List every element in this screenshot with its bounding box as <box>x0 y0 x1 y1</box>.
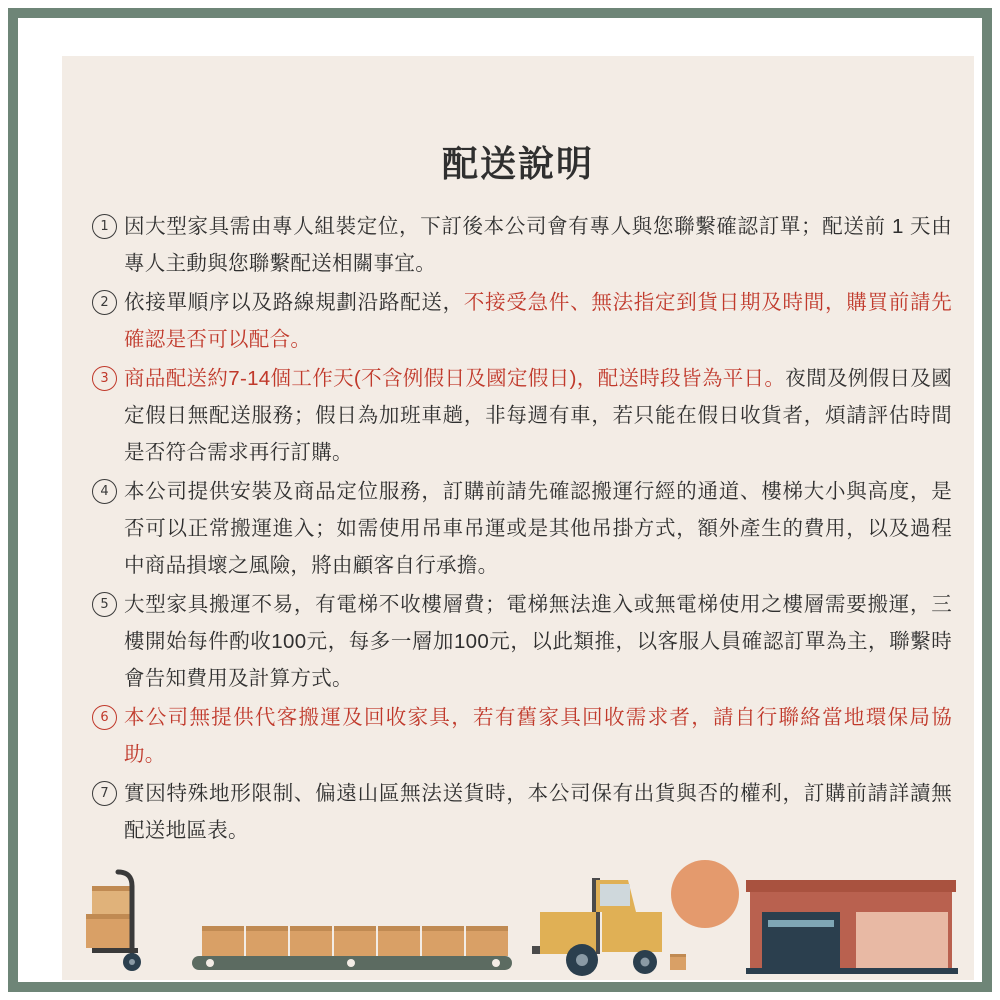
list-item-text <box>124 208 952 282</box>
page-title: 配送說明 <box>441 143 594 184</box>
logistics-illustration <box>62 850 974 980</box>
list-item <box>92 208 952 282</box>
list-item-text <box>124 775 952 849</box>
text-segment: 依接單順序以及路線規劃沿路配送， <box>124 291 464 314</box>
text-segment: 本公司提供安裝及商品定位服務，訂購前請先確認搬運行經的通道、樓梯大小與高度，是否可以正常搬運進入；如需使用吊車吊運或是其他吊掛方式，額外產生的費用，以及過程中商品損壞之風險，將由顧客自行承擔。 <box>124 480 952 577</box>
box-row <box>202 926 508 956</box>
warehouse-roof <box>746 880 956 892</box>
text-segment-highlight: 商品配送約7-14個工作天(不含例假日及國定假日)，配送時段皆為平日。 <box>124 367 786 390</box>
text-segment-highlight: 本公司無提供代客搬運及回收家具，若有舊家具回收需求者，請自行聯絡當地環保局協助。 <box>124 706 952 766</box>
info-card <box>62 56 974 980</box>
text-segment: 實因特殊地形限制、偏遠山區無法送貨時，本公司保有出貨與否的權利，訂購前請詳讀無配送地區表。 <box>124 782 952 842</box>
list-item-text <box>124 360 952 471</box>
list-item-text <box>124 586 952 697</box>
warehouse-door-bar <box>768 920 834 927</box>
warehouse-wall-stripe <box>852 912 856 970</box>
list-item <box>92 473 952 584</box>
sun-icon <box>671 860 739 928</box>
list-item-number: 2 <box>92 290 117 315</box>
list-item <box>92 284 952 358</box>
list-item-number: 7 <box>92 781 117 806</box>
list-item <box>92 775 952 849</box>
warehouse-wall-light <box>852 912 948 970</box>
hand-truck-icon <box>86 872 141 971</box>
list-item <box>92 586 952 697</box>
list-item <box>92 360 952 471</box>
text-segment: 大型家具搬運不易，有電梯不收樓層費；電梯無法進入或無電梯使用之樓層需要搬運，三樓開始每件酌收100元，每多一層加100元，以此類推，以客服人員確認訂單為主，聯繫時會告知費用及計算方式。 <box>124 593 952 690</box>
list-item-text <box>124 473 952 584</box>
text-segment: 因大型家具需由專人組裝定位，下訂後本公司會有專人與您聯繫確認訂單；配送前 1 天由專人主動與您聯繫配送相關事宜。 <box>124 215 952 275</box>
warehouse-base <box>746 968 958 974</box>
list-item-number: 5 <box>92 592 117 617</box>
conveyor-belt <box>192 956 512 970</box>
list-item-text <box>124 699 952 773</box>
notes-list <box>92 208 952 851</box>
list-item-number: 4 <box>92 479 117 504</box>
forklift-icon <box>532 878 686 976</box>
list-item-text <box>124 284 952 358</box>
list-item-number: 6 <box>92 705 117 730</box>
green-frame <box>8 8 992 992</box>
list-item <box>92 699 952 773</box>
list-item-number: 3 <box>92 366 117 391</box>
text-segment-highlight: 不接受急件、無法指定到貨日期及時間，購買前請先確認是否可以配合。 <box>124 291 952 351</box>
text-segment: 夜間及例假日及國定假日無配送服務；假日為加班車趟，非每週有車，若只能在假日收貨者，煩請評估時間是否符合需求再行訂購。 <box>124 367 952 464</box>
list-item-number: 1 <box>92 214 117 239</box>
